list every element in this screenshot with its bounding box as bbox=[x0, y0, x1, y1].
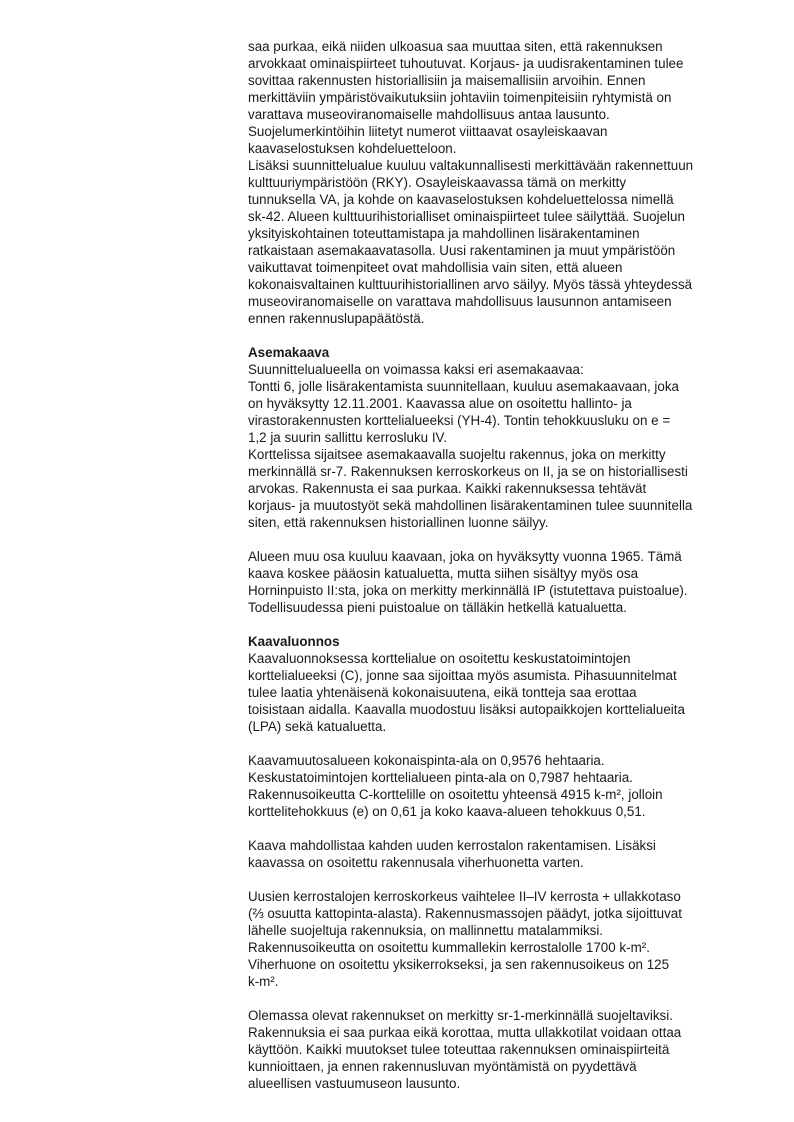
text-line: siten, että rakennuksen historiallinen luonne säilyy. bbox=[248, 515, 549, 530]
text-line: arvokkaat ominaispiirteet tuhoutuvat. Korjaus- ja uudisrakentaminen tulee bbox=[248, 56, 684, 71]
text-line: Kaavamuutosalueen kokonaispinta-ala on 0,9576 hehtaaria. bbox=[248, 753, 605, 768]
text-line: lähelle suojeltuja rakennuksia, on mallinnettu matalammiksi. bbox=[248, 923, 604, 938]
text-line: Korttelissa sijaitsee asemakaavalla suojeltu rakennus, joka on merkitty bbox=[248, 447, 666, 462]
text-line: kunnioittaen, ja ennen rakennusluvan myöntämistä on pyydettävä bbox=[248, 1059, 637, 1074]
text-line: Horninpuisto II:sta, joka on merkitty merkinnällä IP (istutettava puistoalue). bbox=[248, 583, 688, 598]
paragraph-spacer bbox=[248, 990, 744, 1007]
text-line: tulee laatia yhtenäisenä kokonaisuutena, eikä tontteja saa erottaa bbox=[248, 685, 637, 700]
text-line: (LPA) sekä katualuetta. bbox=[248, 719, 387, 734]
text-line: Alueen muu osa kuuluu kaavaan, joka on hyväksytty vuonna 1965. Tämä bbox=[248, 549, 682, 564]
paragraph-spacer bbox=[248, 871, 744, 888]
paragraph-spacer bbox=[248, 820, 744, 837]
text-line: Kaava mahdollistaa kahden uuden kerrostalon rakentamisen. Lisäksi bbox=[248, 838, 656, 853]
text-line: Rakennuksia ei saa purkaa eikä korottaa, mutta ullakkotilat voidaan ottaa bbox=[248, 1025, 682, 1040]
text-line: toisistaan aidalla. Kaavalla muodostuu lisäksi autopaikkojen korttelialueita bbox=[248, 702, 685, 717]
paragraph-spacer bbox=[248, 327, 744, 344]
text-line: merkinnällä sr-7. Rakennuksen kerroskorkeus on II, ja se on historiallisesti bbox=[248, 464, 688, 479]
document-page bbox=[248, 38, 744, 1092]
kaavaluonnos-paragraph-4 bbox=[248, 888, 744, 990]
text-line: tunnuksella VA, ja kohde on kaavaselostuksen kohdeluettelossa nimellä bbox=[248, 192, 674, 207]
text-line: k-m². bbox=[248, 974, 279, 989]
text-line: yksityiskohtainen toteuttamistapa ja mahdollinen lisärakentaminen bbox=[248, 226, 640, 241]
text-line: Suunnittelualueella on voimassa kaksi eri asemakaavaa: bbox=[248, 362, 584, 377]
text-line: alueellisen vastuumuseon lausunto. bbox=[248, 1076, 461, 1091]
text-line: käyttöön. Kaikki muutokset tulee toteuttaa rakennuksen ominaispiirteitä bbox=[248, 1042, 670, 1057]
text-line: kaavassa on osoitettu rakennusala viherhuonetta varten. bbox=[248, 855, 584, 870]
text-line: Uusien kerrostalojen kerroskorkeus vaihtelee II–IV kerrosta + ullakkotaso bbox=[248, 889, 681, 904]
text-line: Suojelumerkintöihin liitetyt numerot viittaavat osayleiskaavan bbox=[248, 124, 608, 139]
asemakaava-paragraph-2 bbox=[248, 548, 744, 616]
kaavaluonnos-paragraph-2 bbox=[248, 752, 744, 820]
kaavaluonnos-paragraph-1 bbox=[248, 650, 744, 735]
text-line: kaava koskee pääosin katualuetta, mutta siihen sisältyy myös osa bbox=[248, 566, 639, 581]
kaavaluonnos-paragraph-3 bbox=[248, 837, 744, 871]
text-line: virastorakennusten korttelialueeksi (YH-4). Tontin tehokkuusluku on e = bbox=[248, 413, 671, 428]
paragraph-spacer bbox=[248, 531, 744, 548]
intro-paragraph bbox=[248, 38, 744, 327]
asemakaava-paragraph-1 bbox=[248, 361, 744, 531]
text-line: saa purkaa, eikä niiden ulkoasua saa muuttaa siten, että rakennuksen bbox=[248, 39, 663, 54]
text-line: Kaavaluonnoksessa korttelialue on osoitettu keskustatoimintojen bbox=[248, 651, 631, 666]
text-line: sovittaa rakennusten historiallisiin ja maisemallisiin arvoihin. Ennen bbox=[248, 73, 646, 88]
text-line: arvokas. Rakennusta ei saa purkaa. Kaikki rakennuksessa tehtävät bbox=[248, 481, 647, 496]
text-line: korttelialueeksi (C), jonne saa sijoittaa myös asumista. Pihasuunnitelmat bbox=[248, 668, 677, 683]
text-line: ratkaistaan asemakaavatasolla. Uusi rakentaminen ja muut ympäristöön bbox=[248, 243, 676, 258]
text-line: 1,2 ja suurin sallittu kerrosluku IV. bbox=[248, 430, 447, 445]
section-heading-asemakaava: Asemakaava bbox=[248, 345, 330, 360]
text-line: korjaus- ja muutostyöt sekä mahdollinen lisärakentaminen tulee suunnitella bbox=[248, 498, 693, 513]
text-line: Olemassa olevat rakennukset on merkitty sr-1-merkinnällä suojeltaviksi. bbox=[248, 1008, 673, 1023]
text-line: Rakennusoikeutta C-korttelille on osoitettu yhteensä 4915 k-m², jolloin bbox=[248, 787, 663, 802]
text-line: vaikuttavat toimenpiteet ovat mahdollisia vain siten, että alueen bbox=[248, 260, 623, 275]
text-line: (⅔ osuutta kattopinta-alasta). Rakennusmassojen päädyt, jotka sijoittuvat bbox=[248, 906, 682, 921]
text-line: sk-42. Alueen kulttuurihistorialliset ominaispiirteet tulee säilyttää. Suojelun bbox=[248, 209, 685, 224]
text-line: Rakennusoikeutta on osoitettu kummallekin kerrostalolle 1700 k-m². bbox=[248, 940, 650, 955]
text-line: kaavaselostuksen kohdeluetteloon. bbox=[248, 141, 457, 156]
text-line: Tontti 6, jolle lisärakentamista suunnitellaan, kuuluu asemakaavaan, joka bbox=[248, 379, 679, 394]
text-line: korttelitehokkuus (e) on 0,61 ja koko kaava-alueen tehokkuus 0,51. bbox=[248, 804, 646, 819]
text-line: on hyväksytty 12.11.2001. Kaavassa alue on osoitettu hallinto- ja bbox=[248, 396, 632, 411]
text-line: kulttuuriympäristöön (RKY). Osayleiskaavassa tämä on merkitty bbox=[248, 175, 627, 190]
text-line: merkittäviin ympäristövaikutuksiin johtaviin toimenpiteisiin ryhtymistä on bbox=[248, 90, 672, 105]
text-line: kokonaisvaltainen kulttuurihistoriallinen arvo säilyy. Myös tässä yhteydessä bbox=[248, 277, 693, 292]
text-line: Viherhuone on osoitettu yksikerrokseksi, ja sen rakennusoikeus on 125 bbox=[248, 957, 670, 972]
text-line: ennen rakennuslupapäätöstä. bbox=[248, 311, 425, 326]
text-line: Lisäksi suunnittelualue kuuluu valtakunnallisesti merkittävään rakennettuun bbox=[248, 158, 694, 173]
paragraph-spacer bbox=[248, 616, 744, 633]
section-heading-kaavaluonnos: Kaavaluonnos bbox=[248, 634, 340, 649]
paragraph-spacer bbox=[248, 735, 744, 752]
text-line: varattava museoviranomaiselle mahdollisuus antaa lausunto. bbox=[248, 107, 610, 122]
text-line: Keskustatoimintojen korttelialueen pinta-ala on 0,7987 hehtaaria. bbox=[248, 770, 633, 785]
kaavaluonnos-paragraph-5 bbox=[248, 1007, 744, 1092]
text-line: Todellisuudessa pieni puistoalue on tälläkin hetkellä katualuetta. bbox=[248, 600, 627, 615]
text-line: museoviranomaiselle on varattava mahdollisuus lausunnon antamiseen bbox=[248, 294, 672, 309]
